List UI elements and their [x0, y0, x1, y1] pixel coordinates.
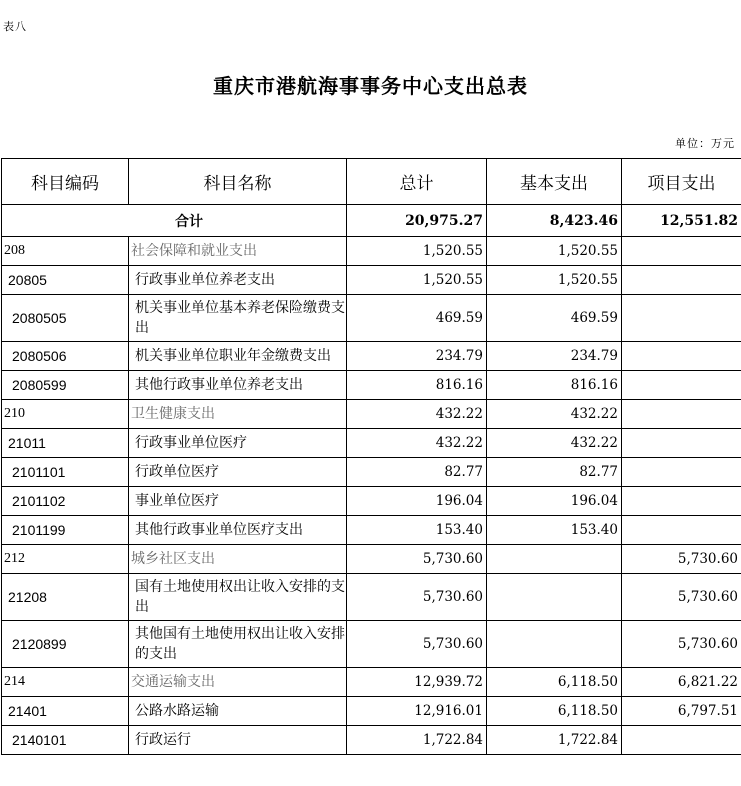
row-total: 1,722.84 — [347, 726, 487, 755]
row-name: 行政单位医疗 — [129, 458, 347, 487]
header-total: 总计 — [347, 159, 487, 205]
header-project: 项目支出 — [622, 159, 741, 205]
row-basic: 6,118.50 — [487, 668, 622, 697]
row-code: 2080506 — [2, 342, 129, 371]
row-name: 行政事业单位养老支出 — [129, 266, 347, 295]
row-project: 6,821.22 — [622, 668, 741, 697]
row-code: 20805 — [2, 266, 129, 295]
row-code: 210 — [2, 400, 129, 429]
row-name: 公路水路运输 — [129, 697, 347, 726]
row-total: 5,730.60 — [347, 545, 487, 574]
row-name: 其他行政事业单位养老支出 — [129, 371, 347, 400]
row-code: 2140101 — [2, 726, 129, 755]
total-label: 合计 — [2, 205, 347, 237]
table-row — [2, 400, 741, 429]
row-basic — [487, 545, 622, 574]
table-row — [2, 516, 741, 545]
row-name: 其他国有土地使用权出让收入安排的支出 — [129, 621, 347, 668]
row-project — [622, 342, 741, 371]
row-project — [622, 400, 741, 429]
unit-label: 单位：万元 — [675, 137, 735, 150]
table-row — [2, 574, 741, 621]
page-title: 重庆市港航海事事务中心支出总表 — [213, 74, 528, 98]
expenditure-table — [1, 158, 741, 755]
row-name: 其他行政事业单位医疗支出 — [129, 516, 347, 545]
row-basic: 153.40 — [487, 516, 622, 545]
table-row — [2, 487, 741, 516]
table-row — [2, 726, 741, 755]
row-project: 5,730.60 — [622, 574, 741, 621]
row-total: 234.79 — [347, 342, 487, 371]
table-row — [2, 458, 741, 487]
row-code: 212 — [2, 545, 129, 574]
row-project — [622, 458, 741, 487]
row-project — [622, 295, 741, 342]
row-basic: 234.79 — [487, 342, 622, 371]
row-code: 2080599 — [2, 371, 129, 400]
row-code: 21208 — [2, 574, 129, 621]
row-basic: 1,722.84 — [487, 726, 622, 755]
row-basic — [487, 621, 622, 668]
table-row — [2, 371, 741, 400]
row-name: 交通运输支出 — [129, 668, 347, 697]
row-code: 208 — [2, 237, 129, 266]
row-name: 行政运行 — [129, 726, 347, 755]
row-code: 2101199 — [2, 516, 129, 545]
header-name: 科目名称 — [129, 159, 347, 205]
total-row — [2, 205, 741, 237]
table-number-label: 表八 — [3, 20, 27, 33]
table-row — [2, 295, 741, 342]
row-total: 5,730.60 — [347, 621, 487, 668]
header-basic: 基本支出 — [487, 159, 622, 205]
table-row — [2, 342, 741, 371]
table-row — [2, 237, 741, 266]
table-row — [2, 545, 741, 574]
row-name: 行政事业单位医疗 — [129, 429, 347, 458]
row-basic: 82.77 — [487, 458, 622, 487]
table-row — [2, 266, 741, 295]
row-total: 196.04 — [347, 487, 487, 516]
row-code: 2101102 — [2, 487, 129, 516]
header-code: 科目编码 — [2, 159, 129, 205]
row-code: 214 — [2, 668, 129, 697]
row-total: 5,730.60 — [347, 574, 487, 621]
row-code: 2080505 — [2, 295, 129, 342]
row-project — [622, 237, 741, 266]
row-basic: 432.22 — [487, 400, 622, 429]
row-total: 153.40 — [347, 516, 487, 545]
row-total: 432.22 — [347, 400, 487, 429]
row-project: 5,730.60 — [622, 545, 741, 574]
row-code: 21011 — [2, 429, 129, 458]
row-total: 469.59 — [347, 295, 487, 342]
row-total: 432.22 — [347, 429, 487, 458]
table-row — [2, 429, 741, 458]
row-project — [622, 266, 741, 295]
row-name: 卫生健康支出 — [129, 400, 347, 429]
row-total: 12,916.01 — [347, 697, 487, 726]
row-project — [622, 429, 741, 458]
table-row — [2, 668, 741, 697]
row-basic: 1,520.55 — [487, 266, 622, 295]
row-total: 816.16 — [347, 371, 487, 400]
row-basic: 196.04 — [487, 487, 622, 516]
table-row — [2, 621, 741, 668]
total-total: 20,975.27 — [347, 205, 487, 237]
row-project — [622, 726, 741, 755]
row-basic: 469.59 — [487, 295, 622, 342]
row-basic — [487, 574, 622, 621]
row-project — [622, 516, 741, 545]
row-name: 机关事业单位基本养老保险缴费支出 — [129, 295, 347, 342]
row-total: 12,939.72 — [347, 668, 487, 697]
total-basic: 8,423.46 — [487, 205, 622, 237]
row-total: 1,520.55 — [347, 266, 487, 295]
row-name: 事业单位医疗 — [129, 487, 347, 516]
row-project — [622, 371, 741, 400]
row-code: 2120899 — [2, 621, 129, 668]
row-name: 城乡社区支出 — [129, 545, 347, 574]
row-project: 5,730.60 — [622, 621, 741, 668]
total-project: 12,551.82 — [622, 205, 741, 237]
row-basic: 432.22 — [487, 429, 622, 458]
row-basic: 1,520.55 — [487, 237, 622, 266]
row-project: 6,797.51 — [622, 697, 741, 726]
row-total: 82.77 — [347, 458, 487, 487]
row-basic: 816.16 — [487, 371, 622, 400]
row-basic: 6,118.50 — [487, 697, 622, 726]
row-code: 2101101 — [2, 458, 129, 487]
table-row — [2, 697, 741, 726]
row-project — [622, 487, 741, 516]
header-row — [2, 159, 741, 205]
row-name: 社会保障和就业支出 — [129, 237, 347, 266]
row-name: 国有土地使用权出让收入安排的支出 — [129, 574, 347, 621]
row-name: 机关事业单位职业年金缴费支出 — [129, 342, 347, 371]
row-total: 1,520.55 — [347, 237, 487, 266]
row-code: 21401 — [2, 697, 129, 726]
